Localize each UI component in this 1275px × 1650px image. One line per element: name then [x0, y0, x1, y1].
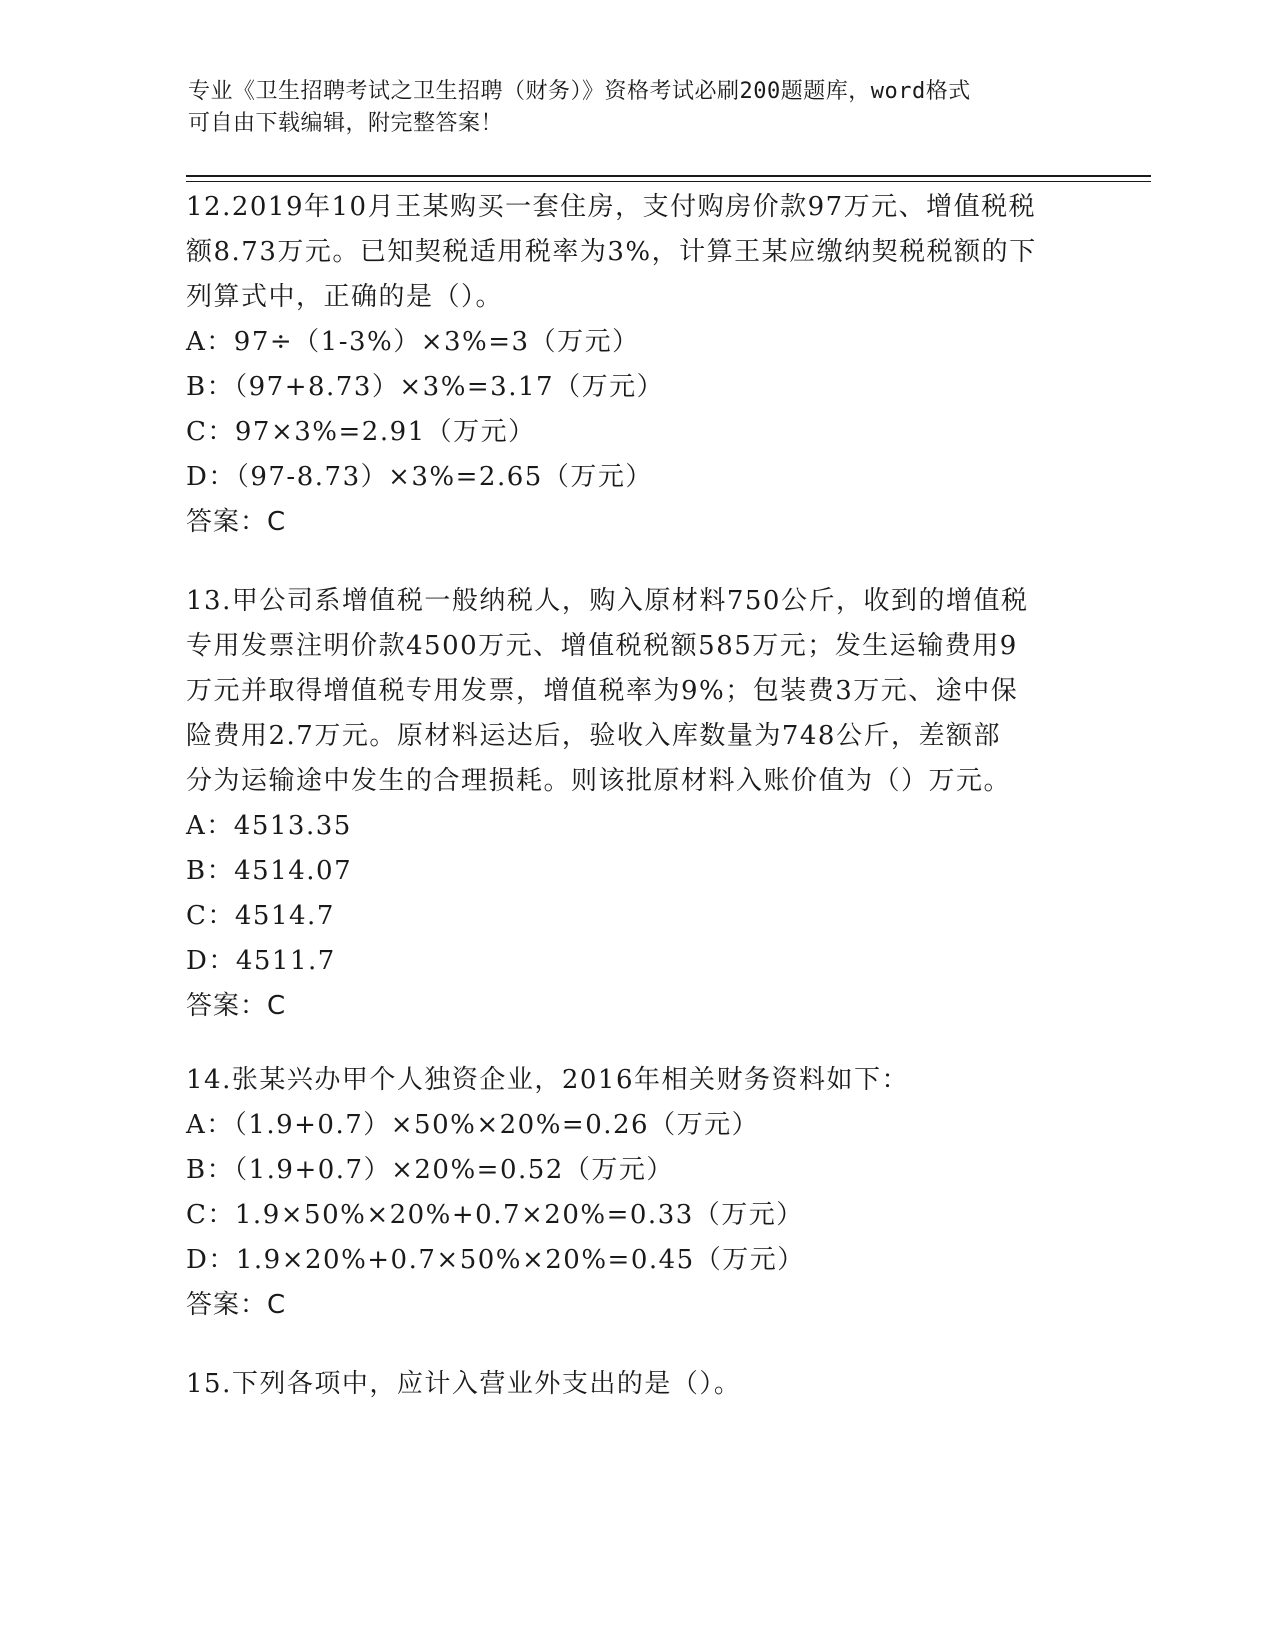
- question-text-line: 13.甲公司系增值税一般纳税人，购入原材料750公斤，收到的增值税: [186, 586, 1029, 616]
- option-b: B：4514.07: [186, 856, 353, 886]
- option-a: A：4513.35: [186, 811, 352, 841]
- question-text-line: 12.2019年10月王某购买一套住房，支付购房价款97万元、增值税税: [186, 192, 1037, 222]
- option-a: A：97÷（1-3%）×3%=3（万元）: [186, 327, 640, 357]
- question-text-line: 险费用2.7万元。原材料运达后，验收入库数量为748公斤，差额部: [186, 721, 1001, 751]
- question-text-line: 列算式中，正确的是（）。: [186, 282, 504, 312]
- option-b: B：（1.9+0.7）×20%=0.52（万元）: [186, 1155, 674, 1185]
- option-c: C：4514.7: [186, 901, 335, 931]
- option-a: A：（1.9+0.7）×50%×20%=0.26（万元）: [186, 1110, 760, 1140]
- question-text-line: 万元并取得增值税专用发票，增值税率为9%；包装费3万元、途中保: [186, 676, 1019, 706]
- question-15: [186, 1362, 1086, 1407]
- answer-line: 答案：C: [186, 991, 287, 1021]
- document-header: [188, 76, 1068, 140]
- question-text-line: 专用发票注明价款4500万元、增值税税额585万元；发生运输费用9: [186, 631, 1018, 661]
- option-b: B：（97+8.73）×3%=3.17（万元）: [186, 372, 665, 402]
- option-c: C：97×3%=2.91（万元）: [186, 417, 536, 447]
- question-text-line: 15.下列各项中，应计入营业外支出的是（）。: [186, 1369, 742, 1399]
- question-14: [186, 1058, 1086, 1328]
- question-text-line: 14.张某兴办甲个人独资企业，2016年相关财务资料如下：: [186, 1065, 910, 1095]
- option-c: C：1.9×50%×20%+0.7×20%=0.33（万元）: [186, 1200, 804, 1230]
- answer-line: 答案：C: [186, 1290, 287, 1320]
- header-divider-thick: [186, 175, 1151, 177]
- option-d: D：（97-8.73）×3%=2.65（万元）: [186, 462, 653, 492]
- question-12: [186, 185, 1086, 545]
- header-line-1: 专业《卫生招聘考试之卫生招聘（财务）》资格考试必刷200题题库，word格式: [188, 79, 971, 104]
- question-text-line: 分为运输途中发生的合理损耗。则该批原材料入账价值为（）万元。: [186, 766, 1012, 796]
- option-d: D：4511.7: [186, 946, 336, 976]
- question-text-line: 额8.73万元。已知契税适用税率为3%，计算王某应缴纳契税税额的下: [186, 237, 1037, 267]
- header-divider-thin: [186, 181, 1151, 182]
- answer-line: 答案：C: [186, 507, 287, 537]
- option-d: D：1.9×20%+0.7×50%×20%=0.45（万元）: [186, 1245, 805, 1275]
- question-13: [186, 579, 1086, 1029]
- header-line-2: 可自由下载编辑，附完整答案！: [188, 111, 504, 136]
